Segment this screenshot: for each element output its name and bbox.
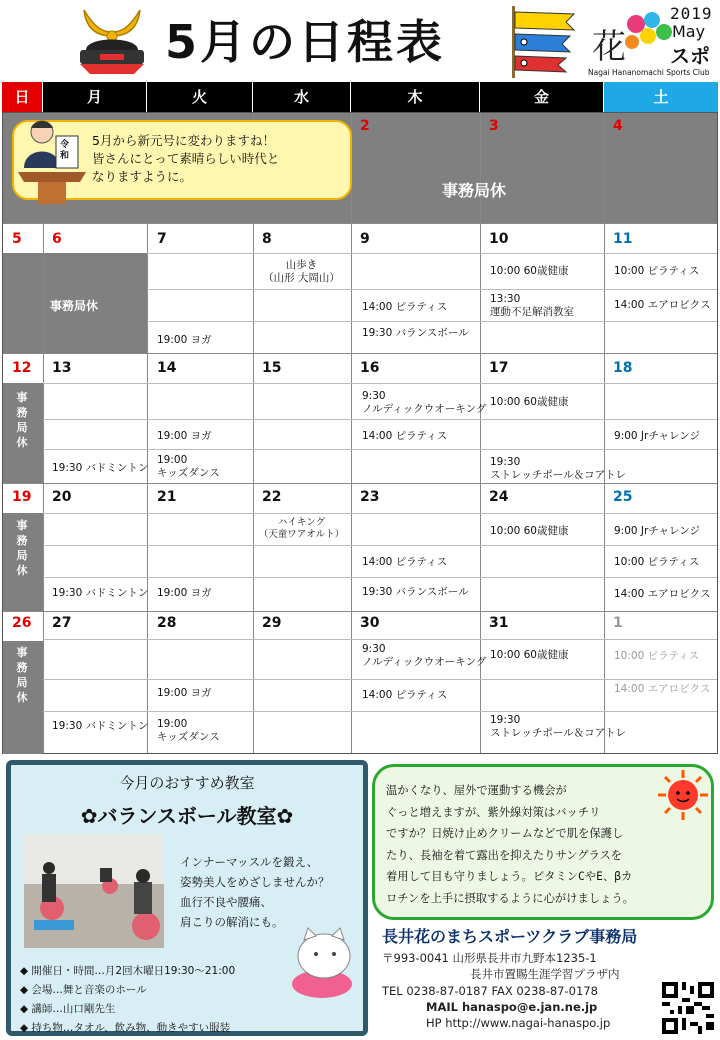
event-line: 13:30 — [490, 293, 521, 305]
header-sat: 土 — [604, 82, 718, 112]
day-5: 5 — [12, 231, 22, 247]
vertical-char: 局 — [16, 676, 28, 689]
vertical-char: 休 — [16, 564, 28, 577]
event: 19:30 バランスボール — [362, 586, 469, 598]
event: 14:00 ピラティス — [362, 301, 448, 313]
header-mon: 月 — [43, 82, 146, 112]
desc-line: 血行不良や腰痛、 — [180, 895, 272, 909]
event: 14:00 エアロビクス — [614, 588, 711, 600]
plaque-text: 令和 — [60, 140, 70, 161]
event: 19:00 ヨガ — [157, 687, 212, 699]
logo-english: Nagai Hananomachi Sports Club — [588, 68, 710, 77]
event-line: （山形 大岡山） — [263, 272, 340, 284]
diamond-bullet-icon: ◆ — [20, 1003, 32, 1015]
day-7: 7 — [157, 231, 167, 247]
office-closed-vertical — [14, 518, 30, 578]
event-line: 山歩き — [285, 259, 318, 271]
day-19: 19 — [12, 489, 32, 505]
event — [362, 390, 486, 416]
event — [362, 643, 486, 669]
diamond-bullet-icon: ◆ — [20, 984, 32, 996]
greeting-line2: 皆さんにとって素晴らしい時代と — [92, 151, 280, 166]
event-line: 19:30 — [490, 714, 521, 726]
event: 9:00 Jrチャレンジ — [614, 430, 700, 442]
day-29: 29 — [262, 615, 282, 631]
office-mail[interactable]: MAIL hanaspo@e.jan.ne.jp — [426, 1000, 598, 1014]
day-23: 23 — [360, 489, 380, 505]
vertical-char: 務 — [16, 406, 28, 419]
greeting-line1: 5月から新元号に変わりますね！ — [92, 133, 275, 148]
event: 19:30 バドミントン — [52, 587, 149, 599]
event: 19:00 ヨガ — [157, 430, 212, 442]
desc-line: インナーマッスルを鍛え、 — [180, 855, 319, 869]
event-line: （天童ワアオルト） — [258, 529, 345, 540]
svg-text:花: 花 — [592, 27, 626, 67]
event-line: 9:30 — [362, 390, 386, 402]
day-1-next-month: 1 — [613, 615, 623, 631]
greeting-text — [92, 132, 279, 186]
detail-text: 講師…山口剛先生 — [31, 1003, 116, 1015]
event: 10:00 ピラティス — [614, 650, 700, 662]
event: 9:00 Jrチャレンジ — [614, 525, 700, 537]
detail-text: 持ち物…タオル、飲み物、動きやすい服装 — [31, 1022, 231, 1034]
vertical-char: 務 — [16, 534, 28, 547]
office-name: 長井花のまちスポーツクラブ事務局 — [382, 927, 638, 946]
recommend-details — [20, 962, 235, 1038]
event — [490, 456, 626, 482]
office-tel-fax: TEL 0238-87-0187 FAX 0238-87-0178 — [382, 984, 598, 998]
office-address-1: 〒993-0041 山形県長井市九野本1235-1 — [382, 951, 597, 965]
event: 10:00 ピラティス — [614, 556, 700, 568]
event-line: キッズダンス — [157, 731, 220, 743]
recommend-heading: 今月のおすすめ教室 — [119, 774, 255, 792]
detail-item — [20, 1019, 235, 1038]
header-tue: 火 — [147, 82, 252, 112]
event: 19:30 バドミントン — [52, 720, 149, 732]
notice-line: たり、長袖を着て露出を抑えたりサングラスを — [386, 848, 623, 862]
notice-line: ぐっと増えますが、紫外線対策はバッチリ — [386, 805, 601, 819]
event: 14:00 ピラティス — [362, 430, 448, 442]
day-9: 9 — [360, 231, 370, 247]
event: 14:00 エアロビクス — [614, 299, 711, 311]
event: 14:00 ピラティス — [362, 689, 448, 701]
sun-icon — [656, 768, 710, 822]
day-14: 14 — [157, 360, 177, 376]
page-title: 5月の日程表 — [165, 15, 446, 69]
notice-text — [386, 780, 634, 909]
vertical-char: 事 — [16, 519, 28, 532]
event-line: ノルディックウオーキング — [362, 656, 487, 668]
day-3: 3 — [489, 118, 499, 134]
diamond-bullet-icon: ◆ — [20, 965, 32, 977]
day-30: 30 — [360, 615, 380, 631]
kabuto-helmet-icon — [74, 6, 150, 76]
event: 19:00 ヨガ — [157, 334, 212, 346]
greeting-line3: なりますように。 — [92, 169, 193, 184]
event — [157, 718, 220, 744]
event-line: 19:00 — [157, 454, 188, 466]
day-26: 26 — [12, 615, 32, 631]
day-28: 28 — [157, 615, 177, 631]
detail-text: 会場…舞と音楽のホール — [31, 984, 147, 996]
event: 10:00 60歳健康 — [490, 649, 569, 661]
detail-text: 開催日・時間…月2回木曜日19:30～21:00 — [31, 965, 236, 977]
office-homepage[interactable]: HP http://www.nagai-hanaspo.jp — [426, 1016, 611, 1030]
logo-year: 2019 — [670, 4, 713, 23]
day-16: 16 — [360, 360, 380, 376]
event-line: 19:30 — [490, 456, 521, 468]
event — [157, 454, 220, 480]
day-12: 12 — [12, 360, 32, 376]
day-11: 11 — [613, 231, 633, 247]
event: 14:00 エアロビクス — [614, 683, 711, 695]
event-line: 運動不足解消教室 — [490, 306, 574, 318]
day-31: 31 — [489, 615, 509, 631]
header-thu: 木 — [351, 82, 479, 112]
event: 10:00 60歳健康 — [490, 396, 569, 408]
event: 10:00 60歳健康 — [490, 265, 569, 277]
event-line: ノルディックウオーキング — [362, 403, 487, 415]
recommend-title: ✿バランスボール教室✿ — [80, 804, 294, 828]
event-line: 9:30 — [362, 643, 386, 655]
notice-line: 温かくなり、屋外で運動する機会が — [386, 784, 567, 797]
day-20: 20 — [52, 489, 72, 505]
event — [490, 293, 574, 319]
day-10: 10 — [489, 231, 509, 247]
event — [253, 259, 350, 285]
event-line: ストレッチポール＆コアトレ — [490, 727, 627, 739]
event — [253, 517, 350, 541]
gym-photo — [24, 834, 164, 948]
event-line: ハイキング — [277, 517, 326, 528]
calendar-grid — [2, 112, 718, 754]
event — [490, 714, 626, 740]
event: 10:00 60歳健康 — [490, 525, 569, 537]
vertical-char: 休 — [16, 436, 28, 449]
qr-code-icon[interactable] — [662, 982, 714, 1034]
day-2: 2 — [360, 118, 370, 134]
event: 19:30 バドミントン — [52, 462, 149, 474]
vertical-char: 局 — [16, 421, 28, 434]
vertical-char: 局 — [16, 549, 28, 562]
logo-month: May — [672, 22, 706, 41]
header-wed: 水 — [253, 82, 350, 112]
desc-line: 肩こりの解消にも。 — [180, 915, 284, 929]
day-25: 25 — [613, 489, 633, 505]
day-8: 8 — [262, 231, 272, 247]
event-line: 19:00 — [157, 718, 188, 730]
header-sun: 日 — [2, 82, 42, 112]
office-closed-week1: 事務局休 — [442, 181, 507, 200]
vertical-char: 事 — [16, 391, 28, 404]
office-closed-vertical — [14, 390, 30, 450]
day-13: 13 — [52, 360, 72, 376]
event-line: キッズダンス — [157, 467, 220, 479]
office-closed-vertical — [14, 645, 30, 705]
event: 19:00 ヨガ — [157, 587, 212, 599]
day-27: 27 — [52, 615, 72, 631]
detail-item — [20, 962, 235, 981]
office-address-2: 長井市置賜生涯学習プラザ内 — [470, 967, 620, 981]
event-line: ストレッチポール＆コアトレ — [490, 469, 627, 481]
day-18: 18 — [613, 360, 633, 376]
day-22: 22 — [262, 489, 282, 505]
koinobori-icon — [508, 4, 580, 78]
club-logo — [586, 2, 718, 80]
event: 10:00 ピラティス — [614, 265, 700, 277]
event: 14:00 ピラティス — [362, 556, 448, 568]
notice-line: ですか？日焼け止めクリームなどで肌を保護し — [386, 827, 624, 840]
vertical-char: 休 — [16, 691, 28, 704]
desc-line: 姿勢美人をめざしませんか？ — [180, 875, 330, 889]
day-15: 15 — [262, 360, 282, 376]
diamond-bullet-icon: ◆ — [20, 1022, 32, 1034]
day-4: 4 — [613, 118, 623, 134]
vertical-char: 務 — [16, 661, 28, 674]
speaker-illustration — [16, 116, 88, 206]
detail-item — [20, 1000, 235, 1019]
detail-item — [20, 981, 235, 1000]
day-21: 21 — [157, 489, 177, 505]
notice-line: ロチンを上手に摂取するように心がけましょう。 — [386, 891, 634, 905]
day-17: 17 — [489, 360, 509, 376]
day-24: 24 — [489, 489, 509, 505]
notice-line: 着用して目も守りましょう。ビタミンCやE、βカ — [386, 870, 633, 883]
logo-supo-glyph: スポ — [670, 44, 710, 68]
cat-on-ball-illustration — [282, 922, 362, 1002]
office-closed-week2: 事務局休 — [50, 299, 99, 313]
vertical-char: 事 — [16, 646, 28, 659]
header-fri: 金 — [480, 82, 603, 112]
day-6: 6 — [52, 231, 62, 247]
event: 19:30 バランスボール — [362, 327, 469, 339]
recommend-description — [180, 852, 330, 932]
